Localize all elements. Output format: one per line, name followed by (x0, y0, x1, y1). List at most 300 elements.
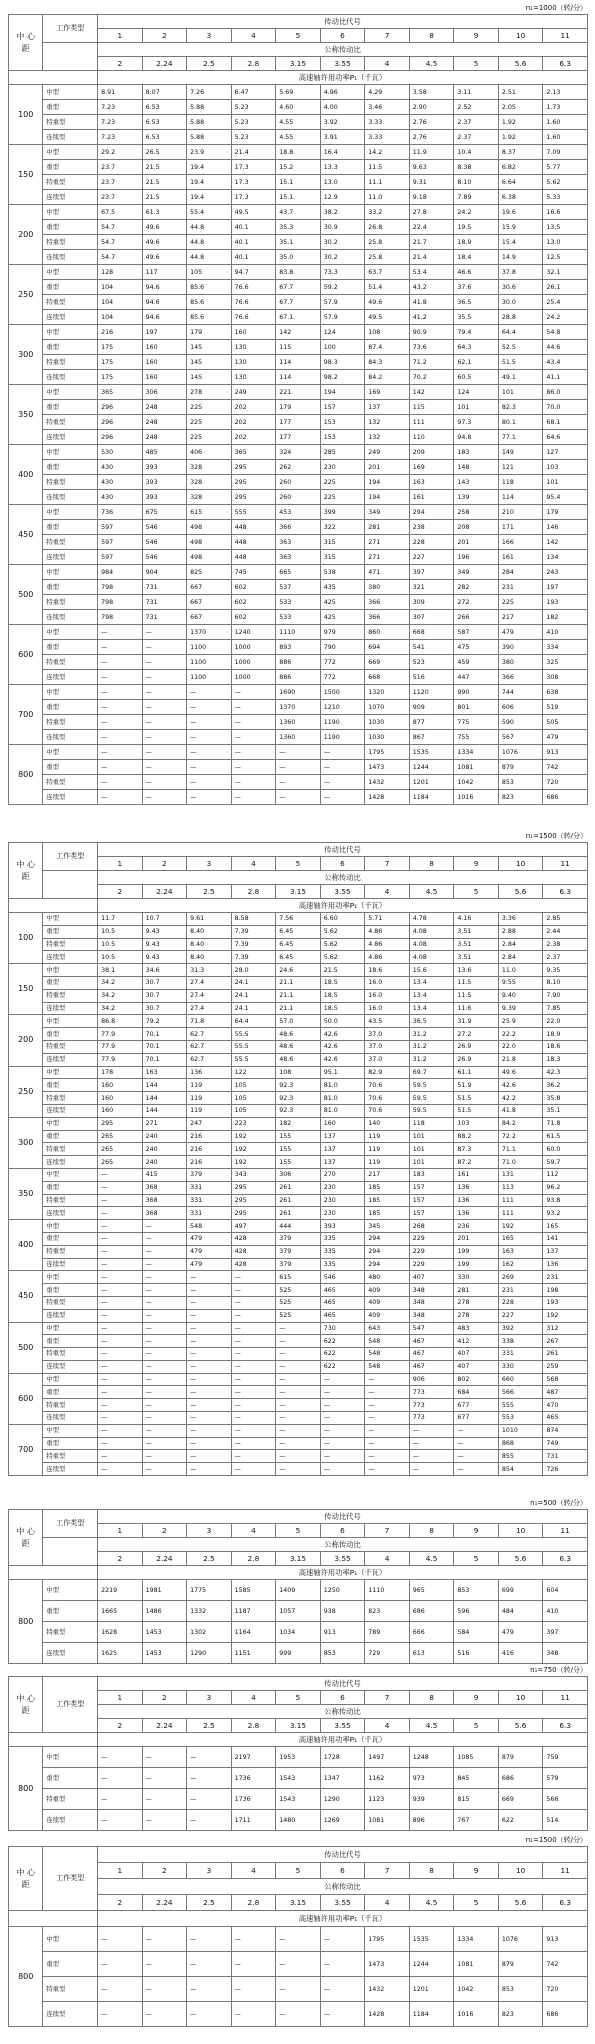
power-value-cell: 2.52 (454, 100, 499, 115)
table-row (9, 265, 588, 280)
power-value-cell: 30.9 (320, 220, 365, 235)
power-value-cell: — (187, 1424, 232, 1437)
work-type-cell: 连续型 (43, 1810, 98, 1831)
work-type-cell: 重型 (43, 340, 98, 355)
power-value-cell: 108 (365, 325, 410, 340)
power-value-cell: — (365, 1373, 410, 1386)
work-type-cell: 重型 (43, 1130, 98, 1143)
power-value-cell: — (320, 1977, 365, 2002)
power-value-cell: 407 (409, 1271, 454, 1284)
power-value-cell: 2.51 (498, 85, 543, 100)
power-value-cell: 18.9 (454, 235, 499, 250)
ratio-value-cell: 6.3 (543, 57, 588, 71)
power-value-cell: 145 (187, 355, 232, 370)
power-value-cell: 227 (498, 1309, 543, 1322)
power-value-cell: 137 (320, 1143, 365, 1156)
power-value-cell: 59.5 (409, 1079, 454, 1092)
power-value-cell: 132 (365, 415, 410, 430)
power-value-cell: 124 (454, 385, 499, 400)
power-value-cell: 70.1 (142, 1040, 187, 1053)
power-value-cell: 736 (98, 505, 143, 520)
work-type-cell: 中型 (43, 85, 98, 100)
power-value-cell: 141 (543, 1232, 588, 1245)
power-value-cell: 294 (365, 1232, 410, 1245)
power-value-cell: 686 (543, 790, 588, 805)
power-value-cell: 22.4 (409, 220, 454, 235)
power-value-cell: — (187, 1296, 232, 1309)
power-value-cell: 328 (187, 490, 232, 505)
power-value-cell: 95.4 (543, 490, 588, 505)
power-value-cell: 23.7 (98, 160, 143, 175)
power-value-cell: 53.4 (409, 265, 454, 280)
power-value-cell: 163 (498, 1245, 543, 1258)
ratio-value-cell: 6.3 (543, 1552, 588, 1566)
power-value-cell: 13.0 (543, 235, 588, 250)
work-type-spacer (43, 43, 98, 71)
power-value-cell: 1543 (276, 1768, 321, 1789)
power-value-cell: 1981 (142, 1580, 187, 1601)
power-value-cell: 9.35 (543, 964, 588, 977)
work-type-cell: 中型 (43, 325, 98, 340)
work-type-cell: 特重型 (43, 938, 98, 951)
power-value-cell: 798 (98, 580, 143, 595)
table-row (9, 580, 588, 595)
power-value-cell: 1016 (454, 790, 499, 805)
ratio-code-cell: 7 (365, 1524, 410, 1538)
work-type-cell: 连续型 (43, 190, 98, 205)
power-value-cell: 1162 (365, 1768, 410, 1789)
power-spacer (9, 1566, 98, 1580)
power-value-cell: 84.2 (365, 370, 410, 385)
ratio-value-cell: 2.8 (231, 1719, 276, 1733)
power-value-cell: 10.5 (98, 951, 143, 964)
power-value-cell: 30.2 (320, 235, 365, 250)
power-value-cell: 677 (454, 1399, 499, 1412)
data-table (8, 1846, 588, 2027)
power-value-cell: 157 (409, 1194, 454, 1207)
power-value-cell: 160 (142, 340, 187, 355)
power-value-cell: — (231, 1373, 276, 1386)
power-value-cell: 81.0 (320, 1092, 365, 1105)
table-row (9, 235, 588, 250)
power-value-cell: 5.23 (231, 100, 276, 115)
power-value-cell: 92.3 (276, 1079, 321, 1092)
power-value-cell: 71.8 (187, 1015, 232, 1028)
power-value-cell: 412 (454, 1335, 499, 1348)
power-value-cell: 71.2 (409, 355, 454, 370)
work-type-cell: 特重型 (43, 535, 98, 550)
power-value-cell: 160 (98, 1092, 143, 1105)
power-value-cell: — (276, 1927, 321, 1952)
power-value-cell: 13.3 (320, 160, 365, 175)
nominal-ratio-header: 公称传动比 (98, 871, 588, 885)
power-value-cell: 1151 (231, 1643, 276, 1664)
power-value-cell: 216 (187, 1143, 232, 1156)
work-type-cell: 连续型 (43, 670, 98, 685)
power-value-cell: — (187, 1450, 232, 1463)
power-value-cell: 49.5 (365, 310, 410, 325)
power-value-cell: 597 (98, 520, 143, 535)
power-value-cell: 155 (276, 1143, 321, 1156)
power-value-cell: 143 (454, 475, 499, 490)
power-value-cell: 278 (454, 1309, 499, 1322)
ratio-value-cell: 6.3 (543, 1719, 588, 1733)
power-value-cell: 906 (409, 1373, 454, 1386)
table-row (9, 1322, 588, 1335)
power-value-cell: 8.40 (187, 951, 232, 964)
work-type-cell: 重型 (43, 220, 98, 235)
power-value-cell: 483 (454, 1322, 499, 1335)
work-type-header: 工作类型 (43, 843, 98, 871)
power-value-cell: 1030 (365, 730, 410, 745)
power-value-cell: 470 (543, 1399, 588, 1412)
power-value-cell: 262 (276, 460, 321, 475)
power-value-cell: 3.11 (454, 85, 499, 100)
power-value-cell: 773 (409, 1386, 454, 1399)
power-value-cell: 94.7 (231, 265, 276, 280)
power-value-cell: 665 (276, 565, 321, 580)
power-value-cell: 854 (498, 1463, 543, 1476)
power-value-cell: 379 (276, 1245, 321, 1258)
power-value-cell: 35.3 (276, 220, 321, 235)
power-value-cell: 228 (498, 1296, 543, 1309)
power-value-cell: — (142, 1424, 187, 1437)
ratio-value-cell: 5.6 (498, 57, 543, 71)
power-value-cell: 430 (98, 475, 143, 490)
power-value-cell: 1100 (187, 670, 232, 685)
power-value-cell: 566 (543, 1789, 588, 1810)
power-value-cell: 185 (365, 1207, 410, 1220)
power-value-cell: 36.2 (543, 1079, 588, 1092)
power-value-cell: 37.0 (365, 1053, 410, 1066)
power-value-cell: 407 (454, 1348, 499, 1361)
power-value-cell: 1190 (320, 715, 365, 730)
power-value-cell: 686 (409, 1601, 454, 1622)
power-value-cell: 27.2 (454, 1028, 499, 1041)
power-value-cell: 183 (409, 1168, 454, 1181)
table-row (9, 250, 588, 265)
power-value-cell: 24.2 (543, 310, 588, 325)
power-value-cell: 334 (543, 640, 588, 655)
power-value-cell: 62.7 (187, 1040, 232, 1053)
power-value-cell: 69.7 (409, 1066, 454, 1079)
power-value-cell: — (142, 1437, 187, 1450)
power-value-cell: 59.5 (409, 1092, 454, 1105)
table-row (9, 730, 588, 745)
power-value-cell: 185 (365, 1194, 410, 1207)
power-value-cell: 55.5 (231, 1028, 276, 1041)
power-value-cell: 668 (365, 670, 410, 685)
power-value-cell: 227 (409, 550, 454, 565)
power-value-cell: 30.7 (142, 989, 187, 1002)
power-value-cell: — (231, 1927, 276, 1952)
power-value-cell: — (187, 745, 232, 760)
table-row (9, 685, 588, 700)
ratio-code-cell: 10 (498, 1691, 543, 1705)
power-value-cell: 169 (365, 385, 410, 400)
power-value-cell: 1110 (276, 625, 321, 640)
power-value-cell: 467 (409, 1335, 454, 1348)
power-value-cell: 60.5 (454, 370, 499, 385)
power-value-cell: 13.4 (409, 1002, 454, 1015)
power-value-cell: 223 (231, 1117, 276, 1130)
work-type-cell: 重型 (43, 1181, 98, 1194)
power-value-cell: 15.2 (276, 160, 321, 175)
power-value-cell: 9.63 (409, 160, 454, 175)
power-value-cell: 35.1 (543, 1104, 588, 1117)
power-value-cell: 34.6 (142, 964, 187, 977)
work-type-cell: 特重型 (43, 115, 98, 130)
ratio-value-cell: 3.55 (320, 885, 365, 899)
power-value-cell: 602 (231, 595, 276, 610)
power-value-cell: 136 (454, 1181, 499, 1194)
power-value-cell: 51.5 (454, 1092, 499, 1105)
power-value-cell: — (231, 730, 276, 745)
power-value-cell: 145 (187, 340, 232, 355)
table-row (9, 745, 588, 760)
power-value-cell: 261 (543, 1348, 588, 1361)
power-value-cell: — (365, 1463, 410, 1476)
power-value-cell: 7.23 (98, 130, 143, 145)
power-value-cell: — (187, 1747, 232, 1768)
power-value-cell: 35.8 (543, 1092, 588, 1105)
ratio-code-cell: 6 (320, 857, 365, 871)
ratio-code-header: 传动比代号 (98, 15, 588, 29)
power-value-cell: — (142, 1810, 187, 1831)
power-value-cell: 410 (543, 625, 588, 640)
power-value-cell: 12.9 (320, 190, 365, 205)
power-value-cell: — (142, 1977, 187, 2002)
power-value-cell: 7.39 (231, 925, 276, 938)
power-value-cell: 324 (276, 445, 321, 460)
ratio-value-cell: 2.5 (187, 1895, 232, 1911)
ratio-code-cell: 3 (187, 857, 232, 871)
power-value-cell: 537 (276, 580, 321, 595)
ratio-code-cell: 2 (142, 1863, 187, 1879)
power-value-cell: 3.91 (320, 130, 365, 145)
power-value-cell: — (187, 1373, 232, 1386)
work-type-cell: 重型 (43, 1284, 98, 1297)
table-row (9, 190, 588, 205)
power-value-cell: — (142, 1258, 187, 1271)
power-value-cell: 57.0 (276, 1015, 321, 1028)
power-value-cell: 77.9 (98, 1028, 143, 1041)
power-value-cell: 10.4 (454, 145, 499, 160)
center-distance-cell: 300 (9, 325, 43, 385)
table-row (9, 1079, 588, 1092)
power-value-cell: 100 (320, 340, 365, 355)
work-type-cell: 中型 (43, 205, 98, 220)
power-value-cell: — (276, 1412, 321, 1425)
power-value-cell: 42.2 (498, 1092, 543, 1105)
power-value-cell: 49.6 (142, 220, 187, 235)
power-value-cell: 50.0 (320, 1015, 365, 1028)
ratio-code-cell: 9 (454, 1863, 499, 1879)
power-value-cell: 41.1 (543, 370, 588, 385)
power-value-cell: — (98, 775, 143, 790)
power-value-cell: 8.10 (543, 976, 588, 989)
ratio-code-cell: 4 (231, 29, 276, 43)
power-value-cell: 893 (276, 640, 321, 655)
work-type-cell: 中型 (43, 964, 98, 977)
power-value-cell: 25.8 (365, 235, 410, 250)
work-type-cell: 特重型 (43, 1092, 98, 1105)
power-value-cell: — (320, 1412, 365, 1425)
power-value-cell: — (142, 1373, 187, 1386)
power-value-cell: 182 (543, 610, 588, 625)
power-value-cell: 479 (187, 1258, 232, 1271)
power-value-cell: — (276, 1424, 321, 1437)
power-value-cell: 142 (409, 385, 454, 400)
center-distance-cell: 350 (9, 385, 43, 445)
ratio-value-cell: 2 (98, 57, 143, 71)
table-row (9, 205, 588, 220)
power-value-cell: 179 (187, 325, 232, 340)
ratio-code-cell: 1 (98, 1863, 143, 1879)
power-value-cell: 281 (454, 1284, 499, 1297)
power-value-cell: 183 (454, 445, 499, 460)
power-value-cell: 98.2 (320, 370, 365, 385)
power-value-cell: 55.5 (231, 1040, 276, 1053)
power-value-cell: 295 (231, 1181, 276, 1194)
power-value-cell: 602 (231, 580, 276, 595)
power-value-cell: 675 (142, 505, 187, 520)
power-value-cell: 249 (365, 445, 410, 460)
table-row (9, 1066, 588, 1079)
power-value-cell: 60.0 (543, 1143, 588, 1156)
ratio-code-header: 传动比代号 (98, 843, 588, 857)
table-row (9, 385, 588, 400)
ratio-code-cell: 7 (365, 29, 410, 43)
power-value-cell: 248 (142, 430, 187, 445)
power-value-cell: 25.4 (543, 295, 588, 310)
power-value-cell: 853 (498, 775, 543, 790)
power-value-cell: — (98, 1768, 143, 1789)
center-distance-cell: 400 (9, 445, 43, 505)
power-value-cell: 380 (365, 580, 410, 595)
power-value-cell: 49.6 (142, 250, 187, 265)
power-value-cell: 990 (454, 685, 499, 700)
power-value-cell: 202 (231, 415, 276, 430)
power-value-cell: 18.6 (543, 1040, 588, 1053)
power-value-cell: 43.2 (409, 280, 454, 295)
power-value-cell: — (142, 1360, 187, 1373)
ratio-value-cell: 2.5 (187, 1719, 232, 1733)
power-value-cell: 815 (454, 1789, 499, 1810)
table-row (9, 610, 588, 625)
work-type-cell: 特重型 (43, 715, 98, 730)
power-value-cell: 860 (365, 625, 410, 640)
power-value-cell: 4.78 (409, 913, 454, 926)
ratio-code-header: 传动比代号 (98, 1510, 588, 1524)
power-value-cell: 1184 (409, 2002, 454, 2027)
header-row-power (9, 1911, 588, 1927)
center-distance-cell: 500 (9, 1322, 43, 1373)
power-value-cell: 295 (231, 1194, 276, 1207)
power-value-cell: 258 (454, 505, 499, 520)
power-value-cell: 14.2 (365, 145, 410, 160)
power-value-cell: 22.0 (498, 1040, 543, 1053)
power-value-cell: 21.4 (231, 145, 276, 160)
table-row (9, 325, 588, 340)
power-value-cell: 9.39 (498, 1002, 543, 1015)
power-value-cell: — (276, 745, 321, 760)
work-type-cell: 中型 (43, 1015, 98, 1028)
power-value-cell: 27.8 (409, 205, 454, 220)
power-value-cell: 48.6 (276, 1040, 321, 1053)
power-value-cell: 9.18 (409, 190, 454, 205)
work-type-cell: 特重型 (43, 1143, 98, 1156)
power-value-cell: 604 (543, 1580, 588, 1601)
power-value-cell: 2219 (98, 1580, 143, 1601)
power-value-cell: — (187, 1810, 232, 1831)
power-value-cell: 198 (543, 1284, 588, 1297)
power-value-cell: — (98, 1220, 143, 1233)
power-value-cell: — (187, 1768, 232, 1789)
table-row (9, 370, 588, 385)
power-value-cell: 119 (187, 1079, 232, 1092)
power-value-cell: 1042 (454, 775, 499, 790)
power-value-cell: 3.33 (365, 130, 410, 145)
ratio-value-cell: 5 (454, 57, 499, 71)
power-value-cell: — (142, 1412, 187, 1425)
power-value-cell: 1000 (231, 655, 276, 670)
power-value-cell: 622 (320, 1335, 365, 1348)
center-distance-cell: 150 (9, 145, 43, 205)
power-value-cell: 23.7 (98, 190, 143, 205)
work-type-cell: 重型 (43, 1437, 98, 1450)
power-value-cell: 229 (409, 1245, 454, 1258)
power-value-cell: — (231, 760, 276, 775)
table-row (9, 1117, 588, 1130)
table-row (9, 1580, 588, 1601)
power-value-cell: — (98, 1789, 143, 1810)
power-value-cell: 24.6 (276, 964, 321, 977)
power-value-cell: 622 (498, 1810, 543, 1831)
power-value-cell: 77.1 (498, 430, 543, 445)
power-value-cell: — (365, 1424, 410, 1437)
work-type-cell: 特重型 (43, 1040, 98, 1053)
power-value-cell: — (98, 1284, 143, 1297)
power-value-cell: — (98, 655, 143, 670)
power-value-cell: 21.4 (409, 250, 454, 265)
power-value-cell: — (142, 1386, 187, 1399)
table-row (9, 1622, 588, 1643)
power-value-cell: 259 (543, 1360, 588, 1373)
power-value-cell: 294 (365, 1245, 410, 1258)
power-value-cell: 1370 (187, 625, 232, 640)
power-value-cell: 140 (365, 1117, 410, 1130)
power-value-cell: 867 (409, 730, 454, 745)
power-value-cell: 11.5 (454, 989, 499, 1002)
power-value-cell: 85.6 (187, 280, 232, 295)
work-type-header: 工作类型 (43, 15, 98, 43)
power-value-cell: 343 (231, 1168, 276, 1181)
power-value-cell: 15.4 (498, 235, 543, 250)
ratio-code-cell: 10 (498, 1524, 543, 1538)
table-row (9, 1601, 588, 1622)
power-value-cell: 328 (187, 460, 232, 475)
power-value-cell: 1535 (409, 745, 454, 760)
power-value-cell: 94.6 (142, 295, 187, 310)
power-value-cell: 321 (409, 580, 454, 595)
power-value-cell: — (142, 1789, 187, 1810)
power-value-cell: 409 (365, 1309, 410, 1322)
power-value-cell: 1432 (365, 775, 410, 790)
power-value-cell: 61.3 (142, 205, 187, 220)
power-value-cell: 4.08 (409, 938, 454, 951)
power-value-cell: 144 (142, 1079, 187, 1092)
